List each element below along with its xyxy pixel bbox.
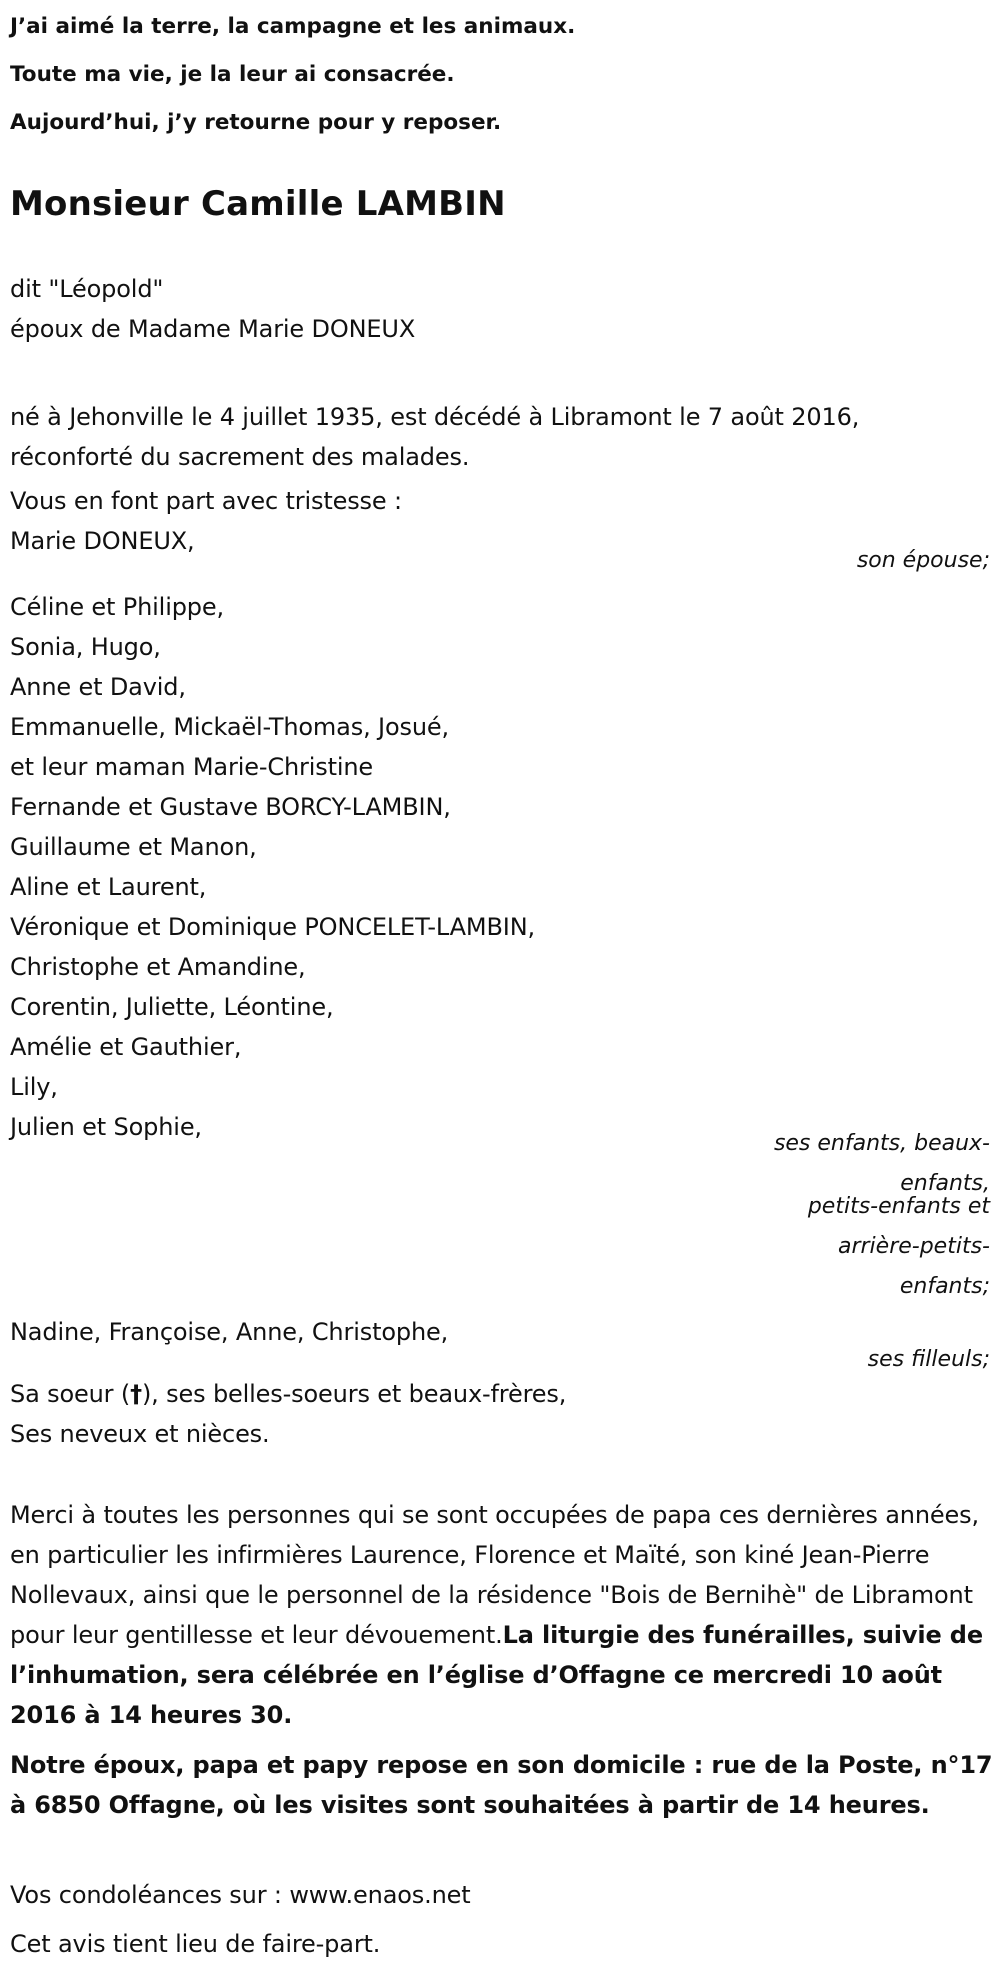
relation-line: petits-enfants et (807, 1194, 990, 1219)
condolences-label: Vos condoléances sur : (10, 1881, 290, 1909)
list-item: Emmanuelle, Mickaël-Thomas, Josué, (10, 713, 449, 741)
relation-line: enfants; (899, 1274, 990, 1299)
nephews-line: Ses neveux et nièces. (10, 1420, 270, 1448)
list-item: Guillaume et Manon, (10, 833, 257, 861)
spouse-line: époux de Madame Marie DONEUX (10, 315, 416, 343)
children-list (10, 587, 535, 1147)
announcement-intro-block (10, 481, 402, 561)
list-item: Aline et Laurent, (10, 873, 207, 901)
birth-death-line: né à Jehonville le 4 juillet 1935, est décédé à Libramont le 7 août 2016, (10, 403, 860, 431)
list-item: Fernande et Gustave BORCY-LAMBIN, (10, 793, 451, 821)
spouse-relation: son épouse; (856, 548, 990, 573)
list-item: Christophe et Amandine, (10, 953, 306, 981)
condolences-link[interactable]: www.enaos.net (289, 1881, 471, 1909)
thanks-text: Merci à toutes les personnes qui se sont occupées de papa ces dernières années, en particulier les infirmières Laurence, Florence et Maïté, son kiné Jean-Pierre Nollevaux, ainsi que le personnel de la résidence "Bois de Bernihè" de Libramont pour leur gentillesse et leur dévouement. (10, 1501, 979, 1649)
poem (10, 3, 575, 147)
list-item: Céline et Philippe, (10, 593, 224, 621)
spouse-name: Marie DONEUX, (10, 527, 195, 555)
relation-line: ses enfants, beaux- (773, 1131, 990, 1156)
poem-line: Toute ma vie, je la leur ai consacrée. (10, 62, 455, 87)
siblings-suffix: ), ses belles-soeurs et beaux-frères, (141, 1380, 567, 1408)
siblings-prefix: Sa soeur ( (10, 1380, 131, 1408)
list-item: Sonia, Hugo, (10, 633, 161, 661)
siblings-line (10, 1374, 566, 1414)
godchildren-names: Nadine, Françoise, Anne, Christophe, (10, 1318, 449, 1346)
relation-line: enfants, (900, 1171, 990, 1196)
list-item: Anne et David, (10, 673, 186, 701)
poem-line: J’ai aimé la terre, la campagne et les animaux. (10, 14, 576, 39)
announcement-intro: Vous en font part avec tristesse : (10, 487, 402, 515)
list-item: Véronique et Dominique PONCELET-LAMBIN, (10, 913, 536, 941)
condolences-line (10, 1875, 471, 1915)
visitation-paragraph: Notre époux, papa et papy repose en son domicile : rue de la Poste, n°17 à 6850 Offagne, où les visites sont souhaitées à partir de 14 heures. (10, 1751, 993, 1819)
list-item: Amélie et Gauthier, (10, 1033, 242, 1061)
list-item: Corentin, Juliette, Léontine, (10, 993, 334, 1021)
poem-line: Aujourd’hui, j’y retourne pour y reposer. (10, 110, 502, 135)
extended-family-block (10, 1374, 566, 1454)
godchildren-relation: ses filleuls; (867, 1347, 990, 1372)
list-item: Julien et Sophie, (10, 1113, 202, 1141)
deceased-name-title: Monsieur Camille LAMBIN (10, 184, 506, 224)
list-item: et leur maman Marie-Christine (10, 753, 374, 781)
children-relation-part2 (808, 1187, 990, 1307)
identity-block (10, 269, 415, 349)
footer-note: Cet avis tient lieu de faire-part. (10, 1930, 381, 1958)
birth-death-line: réconforté du sacrement des malades. (10, 443, 470, 471)
cross-icon: † (130, 1380, 142, 1408)
funeral-details: La liturgie des funérailles, suivie de l’inhumation, sera célébrée en l’église d’Offagne ce mercredi 10 août 2016 à 14 heures 30. (10, 1621, 983, 1729)
birth-death-block (10, 397, 859, 477)
relation-line: arrière-petits- (837, 1234, 990, 1259)
thanks-paragraph (10, 1495, 995, 1735)
nickname: dit "Léopold" (10, 275, 164, 303)
list-item: Lily, (10, 1073, 58, 1101)
